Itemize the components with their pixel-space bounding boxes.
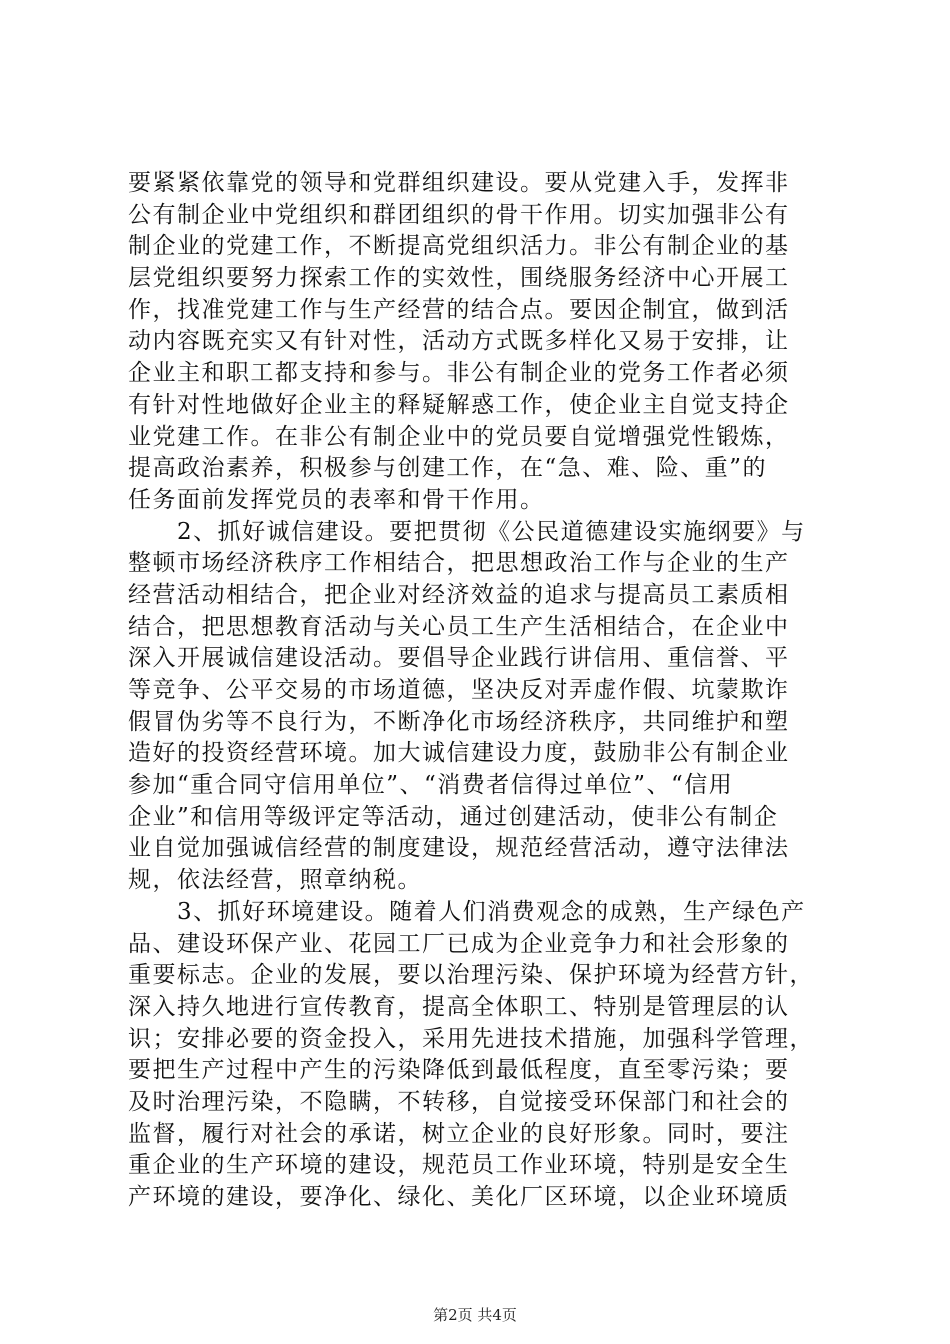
text-line: 参加“重合同守信用单位”、“消费者信得过单位”、“信用 xyxy=(128,772,734,799)
text-line: 识；安排必要的资金投入，采用先进技术措施，加强科学管理， xyxy=(128,1025,814,1052)
body-text xyxy=(128,168,840,1214)
text-line: 整顿市场经济秩序工作相结合，把思想政治工作与企业的生产 xyxy=(128,550,790,577)
text-line: 深入开展诚信建设活动。要倡导企业践行讲信用、重信誉、平 xyxy=(128,645,790,672)
text-line: 深入持久地进行宣传教育，提高全体职工、特别是管理层的认 xyxy=(128,993,790,1020)
text-line: 企业主和职工都支持和参与。非公有制企业的党务工作者必须 xyxy=(128,360,790,387)
text-line: 制企业的党建工作，不断提高党组织活力。非公有制企业的基 xyxy=(128,233,790,260)
text-line: 规，依法经营，照章纳税。 xyxy=(128,867,422,894)
text-line: 动内容既充实又有针对性，活动方式既多样化又易于安排，让 xyxy=(128,328,790,355)
text-line: 提高政治素养，积极参与创建工作，在“急、难、险、重”的 xyxy=(128,455,768,482)
text-line: 重企业的生产环境的建设，规范员工作业环境，特别是安全生 xyxy=(128,1152,790,1179)
text-line: 层党组织要努力探索工作的实效性，围绕服务经济中心开展工 xyxy=(128,265,790,292)
text-line: 企业”和信用等级评定等活动，通过创建活动，使非公有制企 xyxy=(128,803,779,830)
text-line: 品、建设环保产业、花园工厂已成为企业竞争力和社会形象的 xyxy=(128,930,790,957)
text-line: 结合，把思想教育活动与关心员工生产生活相结合，在企业中 xyxy=(128,613,790,640)
text-line: 产环境的建设，要净化、绿化、美化厂区环境，以企业环境质 xyxy=(128,1184,790,1210)
text-line: 及时治理污染，不隐瞒，不转移，自觉接受环保部门和社会的 xyxy=(128,1088,790,1115)
text-line: 业党建工作。在非公有制企业中的党员要自觉增强党性锻炼， xyxy=(128,423,790,450)
text-line: 作，找准党建工作与生产经营的结合点。要因企制宜，做到活 xyxy=(128,296,790,323)
text-line: 要把生产过程中产生的污染降低到最低程度，直至零污染；要 xyxy=(128,1057,790,1084)
text-line: 公有制企业中党组织和群团组织的骨干作用。切实加强非公有 xyxy=(128,201,790,228)
text-line: 造好的投资经营环境。加大诚信建设力度，鼓励非公有制企业 xyxy=(128,740,790,767)
page-footer: 第2页 共4页 xyxy=(433,1306,517,1324)
text-line: 有针对性地做好企业主的释疑解惑工作，使企业主自觉支持企 xyxy=(128,391,790,418)
text-line: 监督，履行对社会的承诺，树立企业的良好形象。同时，要注 xyxy=(128,1120,790,1147)
text-line: 要紧紧依靠党的领导和党群组织建设。要从党建入手，发挥非 xyxy=(128,170,790,196)
text-line: 等竞争、公平交易的市场道德，坚决反对弄虚作假、坑蒙欺诈 xyxy=(128,677,790,703)
text-line: 3、抓好环境建设。随着人们消费观念的成熟，生产绿色产 xyxy=(128,898,806,925)
text-line: 重要标志。企业的发展，要以治理污染、保护环境为经营方针， xyxy=(128,962,814,989)
text-line: 任务面前发挥党员的表率和骨干作用。 xyxy=(128,486,545,513)
text-line: 业自觉加强诚信经营的制度建设，规范经营活动，遵守法律法 xyxy=(128,835,790,862)
text-line: 经营活动相结合，把企业对经济效益的追求与提高员工素质相 xyxy=(128,581,790,608)
text-line: 2、抓好诚信建设。要把贯彻《公民道德建设实施纲要》与 xyxy=(128,518,806,545)
text-line: 假冒伪劣等不良行为，不断净化市场经济秩序，共同维护和塑 xyxy=(128,708,790,735)
